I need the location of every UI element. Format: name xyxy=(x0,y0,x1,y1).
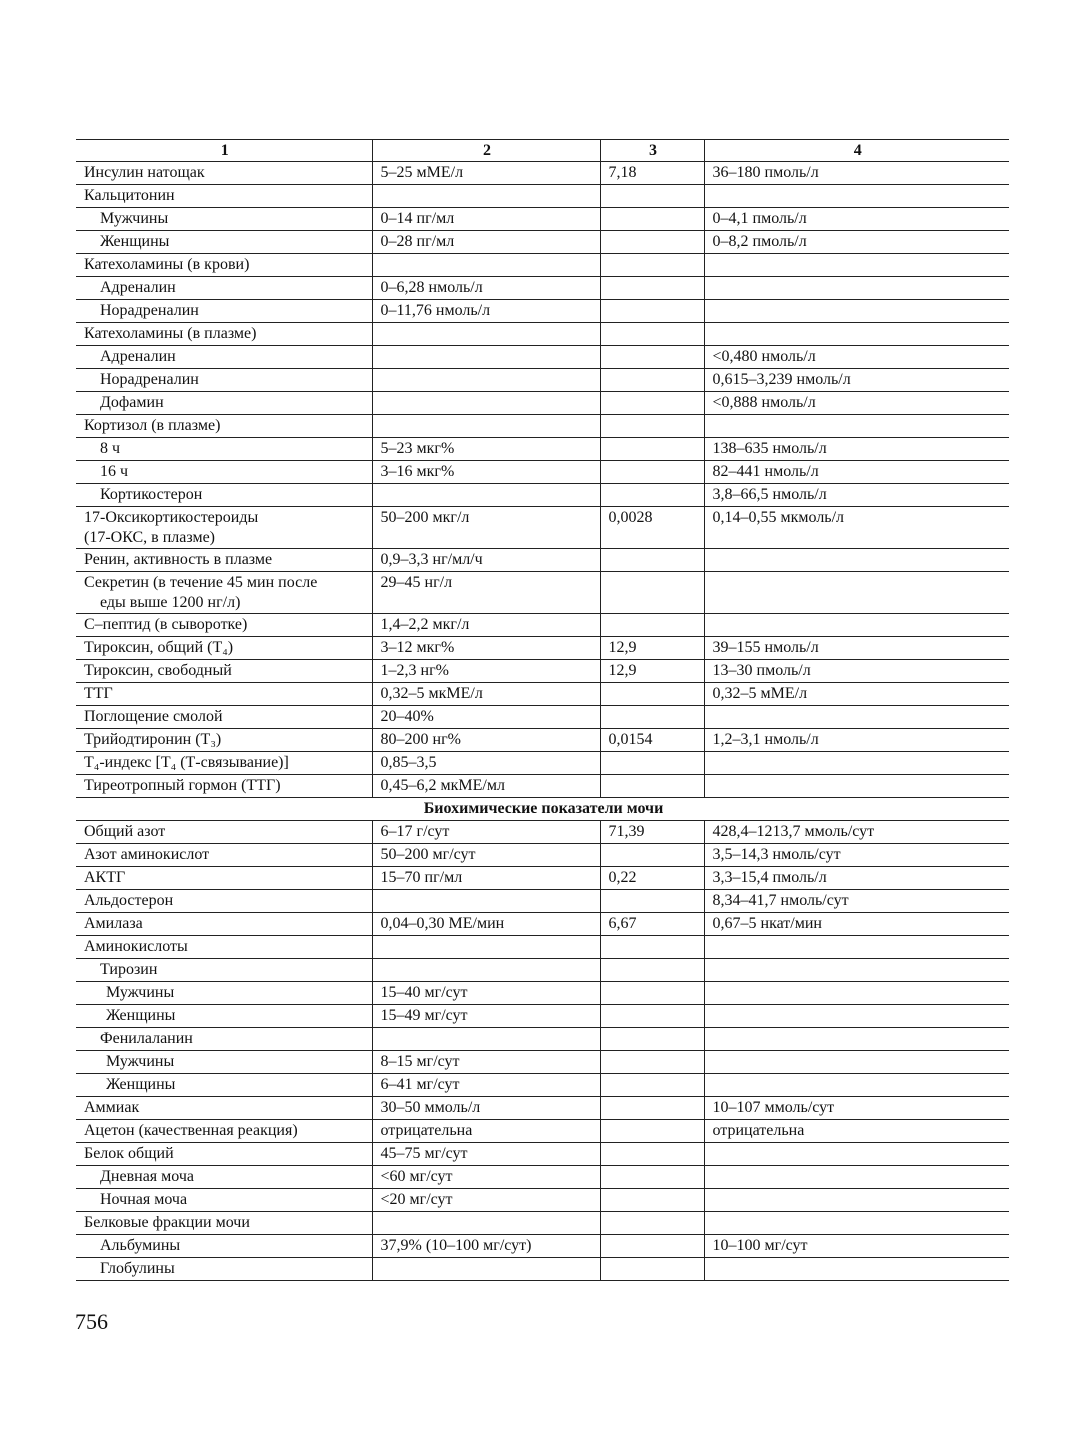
parameter-name: Фенилаланин xyxy=(100,1030,193,1047)
cell-conventional-units xyxy=(372,415,600,438)
parameter-name: Тиреотропный гормон (ТТГ) xyxy=(84,777,281,794)
parameter-name: Норадреналин xyxy=(100,302,199,319)
cell-conventional-units xyxy=(372,346,600,369)
cell-conversion-factor xyxy=(600,752,704,775)
cell-parameter xyxy=(76,323,372,346)
cell-parameter xyxy=(76,637,372,660)
cell-conventional-units xyxy=(372,185,600,208)
table-row xyxy=(76,572,1009,614)
parameter-name: Мужчины xyxy=(100,210,169,227)
cell-conversion-factor xyxy=(600,415,704,438)
table-row xyxy=(76,300,1009,323)
table-row xyxy=(76,346,1009,369)
cell-parameter xyxy=(76,982,372,1005)
table-row xyxy=(76,913,1009,936)
cell-si-units: 3,8–66,5 нмоль/л xyxy=(704,484,1009,507)
cell-si-units: 39–155 нмоль/л xyxy=(704,637,1009,660)
cell-conversion-factor xyxy=(600,208,704,231)
cell-si-units xyxy=(704,1166,1009,1189)
cell-conversion-factor xyxy=(600,549,704,572)
cell-parameter xyxy=(76,936,372,959)
cell-conversion-factor: 7,18 xyxy=(600,162,704,185)
cell-si-units: 138–635 нмоль/л xyxy=(704,438,1009,461)
cell-conversion-factor xyxy=(600,1212,704,1235)
parameter-name: Белковые фракции мочи xyxy=(84,1214,250,1231)
parameter-name-continued: еды выше 1200 нг/л) xyxy=(100,594,241,611)
cell-conversion-factor xyxy=(600,775,704,798)
parameter-name: Тироксин, свободный xyxy=(84,662,232,679)
cell-conventional-units: 1–2,3 нг% xyxy=(372,660,600,683)
cell-conversion-factor xyxy=(600,614,704,637)
section-row xyxy=(76,798,1009,821)
cell-parameter xyxy=(76,1051,372,1074)
table-row xyxy=(76,549,1009,572)
urine-section-body xyxy=(76,821,1009,1281)
parameter-name: Альдостерон xyxy=(84,892,174,909)
cell-conversion-factor xyxy=(600,484,704,507)
cell-si-units xyxy=(704,277,1009,300)
cell-conventional-units: 0,45–6,2 мкМЕ/мл xyxy=(372,775,600,798)
cell-si-units xyxy=(704,300,1009,323)
table-row xyxy=(76,1051,1009,1074)
cell-si-units: <0,480 нмоль/л xyxy=(704,346,1009,369)
parameter-name-continued: (17-ОКС, в плазме) xyxy=(84,529,216,546)
cell-si-units: 36–180 пмоль/л xyxy=(704,162,1009,185)
table-row xyxy=(76,683,1009,706)
parameter-name: Адреналин xyxy=(100,348,176,365)
cell-si-units xyxy=(704,1005,1009,1028)
cell-si-units xyxy=(704,1028,1009,1051)
cell-conventional-units xyxy=(372,369,600,392)
parameter-name: 17-Оксикортикостероиды xyxy=(84,509,259,526)
table-row xyxy=(76,982,1009,1005)
cell-conventional-units xyxy=(372,959,600,982)
cell-parameter xyxy=(76,369,372,392)
cell-si-units xyxy=(704,254,1009,277)
table-row xyxy=(76,369,1009,392)
cell-parameter xyxy=(76,752,372,775)
cell-parameter xyxy=(76,1005,372,1028)
cell-parameter xyxy=(76,660,372,683)
parameter-name: ТТГ xyxy=(84,685,113,702)
cell-conversion-factor: 12,9 xyxy=(600,660,704,683)
cell-parameter xyxy=(76,1235,372,1258)
cell-si-units: <0,888 нмоль/л xyxy=(704,392,1009,415)
cell-si-units: 0,615–3,239 нмоль/л xyxy=(704,369,1009,392)
parameter-name: Глобулины xyxy=(100,1260,175,1277)
cell-conversion-factor xyxy=(600,231,704,254)
parameter-name: Ренин, активность в плазме xyxy=(84,551,273,568)
table-row xyxy=(76,323,1009,346)
cell-conversion-factor: 0,0028 xyxy=(600,507,704,549)
table-row xyxy=(76,1143,1009,1166)
cell-si-units xyxy=(704,1051,1009,1074)
cell-conventional-units: 5–25 мМЕ/л xyxy=(372,162,600,185)
cell-conventional-units: 37,9% (10–100 мг/сут) xyxy=(372,1235,600,1258)
parameter-name: Мужчины xyxy=(106,984,175,1001)
cell-parameter xyxy=(76,461,372,484)
cell-parameter xyxy=(76,959,372,982)
parameter-name: 16 ч xyxy=(100,463,129,480)
parameter-name: Ацетон (качественная реакция) xyxy=(84,1122,298,1139)
cell-conversion-factor xyxy=(600,1051,704,1074)
cell-si-units xyxy=(704,1143,1009,1166)
cell-conversion-factor xyxy=(600,346,704,369)
cell-conventional-units: 0,04–0,30 МЕ/мин xyxy=(372,913,600,936)
column-header-3: 3 xyxy=(600,140,704,162)
cell-conventional-units xyxy=(372,1258,600,1281)
cell-parameter xyxy=(76,614,372,637)
cell-conversion-factor xyxy=(600,959,704,982)
table-row xyxy=(76,1166,1009,1189)
cell-parameter xyxy=(76,415,372,438)
cell-conventional-units: 1,4–2,2 мкг/л xyxy=(372,614,600,637)
cell-si-units: 1,2–3,1 нмоль/л xyxy=(704,729,1009,752)
cell-parameter xyxy=(76,821,372,844)
cell-conversion-factor xyxy=(600,1143,704,1166)
cell-conversion-factor xyxy=(600,300,704,323)
cell-parameter xyxy=(76,729,372,752)
cell-parameter xyxy=(76,1074,372,1097)
parameter-name: Тироксин, общий (Т₄) xyxy=(84,639,234,656)
cell-si-units xyxy=(704,1074,1009,1097)
cell-si-units xyxy=(704,936,1009,959)
cell-parameter xyxy=(76,208,372,231)
cell-conversion-factor xyxy=(600,254,704,277)
cell-conventional-units: 8–15 мг/сут xyxy=(372,1051,600,1074)
parameter-name: Поглощение смолой xyxy=(84,708,223,725)
cell-si-units xyxy=(704,614,1009,637)
cell-si-units xyxy=(704,959,1009,982)
cell-si-units: 8,34–41,7 нмоль/сут xyxy=(704,890,1009,913)
cell-si-units: 0–4,1 пмоль/л xyxy=(704,208,1009,231)
cell-conventional-units: <60 мг/сут xyxy=(372,1166,600,1189)
cell-conventional-units: 3–16 мкг% xyxy=(372,461,600,484)
cell-conventional-units: 0–11,76 нмоль/л xyxy=(372,300,600,323)
parameter-name: Азот аминокислот xyxy=(84,846,210,863)
cell-si-units xyxy=(704,323,1009,346)
table-row xyxy=(76,1212,1009,1235)
cell-parameter xyxy=(76,1120,372,1143)
cell-si-units xyxy=(704,775,1009,798)
cell-conventional-units: отрицательна xyxy=(372,1120,600,1143)
table-row xyxy=(76,1120,1009,1143)
column-header-1: 1 xyxy=(76,140,372,162)
cell-conversion-factor: 0,0154 xyxy=(600,729,704,752)
urine-section-header xyxy=(76,798,1009,821)
cell-si-units: 82–441 нмоль/л xyxy=(704,461,1009,484)
table-row xyxy=(76,392,1009,415)
table-row xyxy=(76,254,1009,277)
table-row xyxy=(76,936,1009,959)
cell-conversion-factor: 71,39 xyxy=(600,821,704,844)
table-row xyxy=(76,614,1009,637)
cell-conventional-units: 15–49 мг/сут xyxy=(372,1005,600,1028)
parameter-name: Дофамин xyxy=(100,394,164,411)
cell-parameter xyxy=(76,507,372,549)
table-row xyxy=(76,959,1009,982)
cell-conventional-units: 3–12 мкг% xyxy=(372,637,600,660)
cell-conventional-units: 80–200 нг% xyxy=(372,729,600,752)
cell-parameter xyxy=(76,844,372,867)
cell-conventional-units: 50–200 мкг/л xyxy=(372,507,600,549)
cell-parameter xyxy=(76,277,372,300)
parameter-name: Ночная моча xyxy=(100,1191,188,1208)
cell-si-units xyxy=(704,185,1009,208)
cell-conversion-factor xyxy=(600,890,704,913)
cell-conventional-units xyxy=(372,484,600,507)
cell-conversion-factor xyxy=(600,1074,704,1097)
cell-parameter xyxy=(76,484,372,507)
table-row xyxy=(76,706,1009,729)
cell-conventional-units: 6–17 г/сут xyxy=(372,821,600,844)
parameter-name: Катехоламины (в крови) xyxy=(84,256,250,273)
parameter-name: Альбумины xyxy=(100,1237,181,1254)
cell-parameter xyxy=(76,913,372,936)
cell-parameter xyxy=(76,890,372,913)
cell-si-units xyxy=(704,549,1009,572)
cell-si-units: 0,32–5 мМЕ/л xyxy=(704,683,1009,706)
table-row xyxy=(76,208,1009,231)
table-row xyxy=(76,752,1009,775)
cell-si-units: 10–100 мг/сут xyxy=(704,1235,1009,1258)
section-title: Биохимические показатели мочи xyxy=(76,798,1009,821)
cell-si-units: отрицательна xyxy=(704,1120,1009,1143)
cell-conversion-factor xyxy=(600,936,704,959)
cell-conversion-factor: 12,9 xyxy=(600,637,704,660)
cell-conversion-factor xyxy=(600,1120,704,1143)
table-row xyxy=(76,1028,1009,1051)
cell-si-units: 0–8,2 пмоль/л xyxy=(704,231,1009,254)
cell-conversion-factor xyxy=(600,461,704,484)
cell-parameter xyxy=(76,185,372,208)
table-row xyxy=(76,1097,1009,1120)
cell-conversion-factor xyxy=(600,683,704,706)
cell-parameter xyxy=(76,867,372,890)
page-number: 756 xyxy=(75,1309,108,1334)
parameter-name: Амилаза xyxy=(84,915,143,932)
cell-parameter xyxy=(76,775,372,798)
parameter-name: Женщины xyxy=(106,1076,176,1093)
table-row xyxy=(76,185,1009,208)
cell-conversion-factor xyxy=(600,844,704,867)
cell-conventional-units: 6–41 мг/сут xyxy=(372,1074,600,1097)
parameter-name: Адреналин xyxy=(100,279,176,296)
cell-conventional-units xyxy=(372,1028,600,1051)
table-row xyxy=(76,438,1009,461)
cell-conventional-units xyxy=(372,936,600,959)
cell-parameter xyxy=(76,1166,372,1189)
cell-conventional-units: 15–40 мг/сут xyxy=(372,982,600,1005)
cell-conversion-factor xyxy=(600,185,704,208)
cell-conversion-factor xyxy=(600,369,704,392)
table-row xyxy=(76,415,1009,438)
table-row xyxy=(76,507,1009,549)
cell-si-units: 428,4–1213,7 ммоль/сут xyxy=(704,821,1009,844)
cell-si-units xyxy=(704,415,1009,438)
table-row xyxy=(76,637,1009,660)
parameter-name: Общий азот xyxy=(84,823,166,840)
cell-conventional-units: 0,85–3,5 xyxy=(372,752,600,775)
cell-conversion-factor xyxy=(600,1189,704,1212)
cell-conversion-factor xyxy=(600,1258,704,1281)
parameter-name: Кальцитонин xyxy=(84,187,175,204)
cell-si-units: 10–107 ммоль/сут xyxy=(704,1097,1009,1120)
parameter-name: Трийодтиронин (Т₃) xyxy=(84,731,222,748)
cell-conversion-factor xyxy=(600,706,704,729)
cell-si-units: 3,5–14,3 нмоль/сут xyxy=(704,844,1009,867)
column-header-2: 2 xyxy=(372,140,600,162)
column-header-4: 4 xyxy=(704,140,1009,162)
cell-conventional-units: 0–6,28 нмоль/л xyxy=(372,277,600,300)
parameter-name: Аммиак xyxy=(84,1099,140,1116)
parameter-name: Аминокислоты xyxy=(84,938,188,955)
table-row xyxy=(76,1005,1009,1028)
cell-parameter xyxy=(76,254,372,277)
parameter-name: Инсулин натощак xyxy=(84,164,205,181)
cell-parameter xyxy=(76,231,372,254)
cell-conventional-units: 20–40% xyxy=(372,706,600,729)
cell-si-units xyxy=(704,752,1009,775)
table-row xyxy=(76,890,1009,913)
parameter-name: Дневная моча xyxy=(100,1168,195,1185)
cell-conventional-units: 29–45 нг/л xyxy=(372,572,600,614)
cell-conventional-units xyxy=(372,392,600,415)
cell-conventional-units: 5–23 мкг% xyxy=(372,438,600,461)
parameter-name: Женщины xyxy=(106,1007,176,1024)
parameter-name: 8 ч xyxy=(100,440,121,457)
parameter-name: Кортикостерон xyxy=(100,486,203,503)
cell-conventional-units xyxy=(372,254,600,277)
cell-conversion-factor xyxy=(600,1235,704,1258)
parameter-name: АКТГ xyxy=(84,869,126,886)
cell-conventional-units: 30–50 ммоль/л xyxy=(372,1097,600,1120)
parameter-name: Женщины xyxy=(100,233,170,250)
cell-parameter xyxy=(76,1189,372,1212)
parameter-name: Секретин (в течение 45 мин после xyxy=(84,574,318,591)
cell-conventional-units: 0,32–5 мкМЕ/л xyxy=(372,683,600,706)
table-row xyxy=(76,277,1009,300)
cell-parameter xyxy=(76,549,372,572)
cell-conventional-units: 45–75 мг/сут xyxy=(372,1143,600,1166)
cell-si-units xyxy=(704,572,1009,614)
cell-conventional-units: <20 мг/сут xyxy=(372,1189,600,1212)
cell-conversion-factor: 6,67 xyxy=(600,913,704,936)
cell-conversion-factor xyxy=(600,1005,704,1028)
cell-si-units xyxy=(704,982,1009,1005)
cell-parameter xyxy=(76,346,372,369)
cell-conventional-units xyxy=(372,890,600,913)
parameter-name: Норадреналин xyxy=(100,371,199,388)
parameter-name: С–пептид (в сыворотке) xyxy=(84,616,248,633)
cell-parameter xyxy=(76,1028,372,1051)
cell-conversion-factor xyxy=(600,323,704,346)
table-row xyxy=(76,821,1009,844)
parameter-name: Тирозин xyxy=(100,961,158,978)
cell-si-units: 0,67–5 нкат/мин xyxy=(704,913,1009,936)
table-row xyxy=(76,1258,1009,1281)
parameter-name: Белок общий xyxy=(84,1145,174,1162)
cell-parameter xyxy=(76,572,372,614)
cell-conversion-factor xyxy=(600,1097,704,1120)
cell-parameter xyxy=(76,683,372,706)
cell-conventional-units xyxy=(372,1212,600,1235)
cell-parameter xyxy=(76,706,372,729)
cell-conventional-units: 50–200 мг/сут xyxy=(372,844,600,867)
cell-parameter xyxy=(76,300,372,323)
cell-si-units xyxy=(704,1189,1009,1212)
cell-si-units: 3,3–15,4 пмоль/л xyxy=(704,867,1009,890)
reference-values-table xyxy=(76,139,1009,1281)
table-row xyxy=(76,484,1009,507)
table-row xyxy=(76,162,1009,185)
parameter-name: Мужчины xyxy=(106,1053,175,1070)
parameter-name: Кортизол (в плазме) xyxy=(84,417,221,434)
table-row xyxy=(76,867,1009,890)
cell-conventional-units: 0,9–3,3 нг/мл/ч xyxy=(372,549,600,572)
cell-conversion-factor xyxy=(600,1028,704,1051)
cell-parameter xyxy=(76,162,372,185)
cell-si-units xyxy=(704,1212,1009,1235)
parameter-name: Т₄-индекс [Т₄ (Т-связывание)] xyxy=(84,754,289,771)
cell-conversion-factor xyxy=(600,277,704,300)
table-row xyxy=(76,1074,1009,1097)
table-row xyxy=(76,231,1009,254)
cell-conventional-units: 0–28 пг/мл xyxy=(372,231,600,254)
cell-si-units xyxy=(704,706,1009,729)
table-row xyxy=(76,660,1009,683)
cell-conversion-factor xyxy=(600,438,704,461)
header-row xyxy=(76,140,1009,162)
cell-conversion-factor xyxy=(600,982,704,1005)
cell-parameter xyxy=(76,1258,372,1281)
parameter-name: Катехоламины (в плазме) xyxy=(84,325,257,342)
cell-si-units: 0,14–0,55 мкмоль/л xyxy=(704,507,1009,549)
cell-conventional-units: 0–14 пг/мл xyxy=(372,208,600,231)
cell-parameter xyxy=(76,1143,372,1166)
table-row xyxy=(76,729,1009,752)
cell-si-units xyxy=(704,1258,1009,1281)
cell-conversion-factor xyxy=(600,1166,704,1189)
cell-conventional-units xyxy=(372,323,600,346)
table-row xyxy=(76,844,1009,867)
cell-conversion-factor xyxy=(600,572,704,614)
cell-parameter xyxy=(76,392,372,415)
table-row xyxy=(76,461,1009,484)
table-row xyxy=(76,1189,1009,1212)
table-row xyxy=(76,1235,1009,1258)
cell-parameter xyxy=(76,1097,372,1120)
cell-parameter xyxy=(76,438,372,461)
cell-parameter xyxy=(76,1212,372,1235)
table-row xyxy=(76,775,1009,798)
cell-si-units: 13–30 пмоль/л xyxy=(704,660,1009,683)
blood-section-body xyxy=(76,162,1009,798)
cell-conventional-units: 15–70 пг/мл xyxy=(372,867,600,890)
cell-conversion-factor xyxy=(600,392,704,415)
cell-conversion-factor: 0,22 xyxy=(600,867,704,890)
